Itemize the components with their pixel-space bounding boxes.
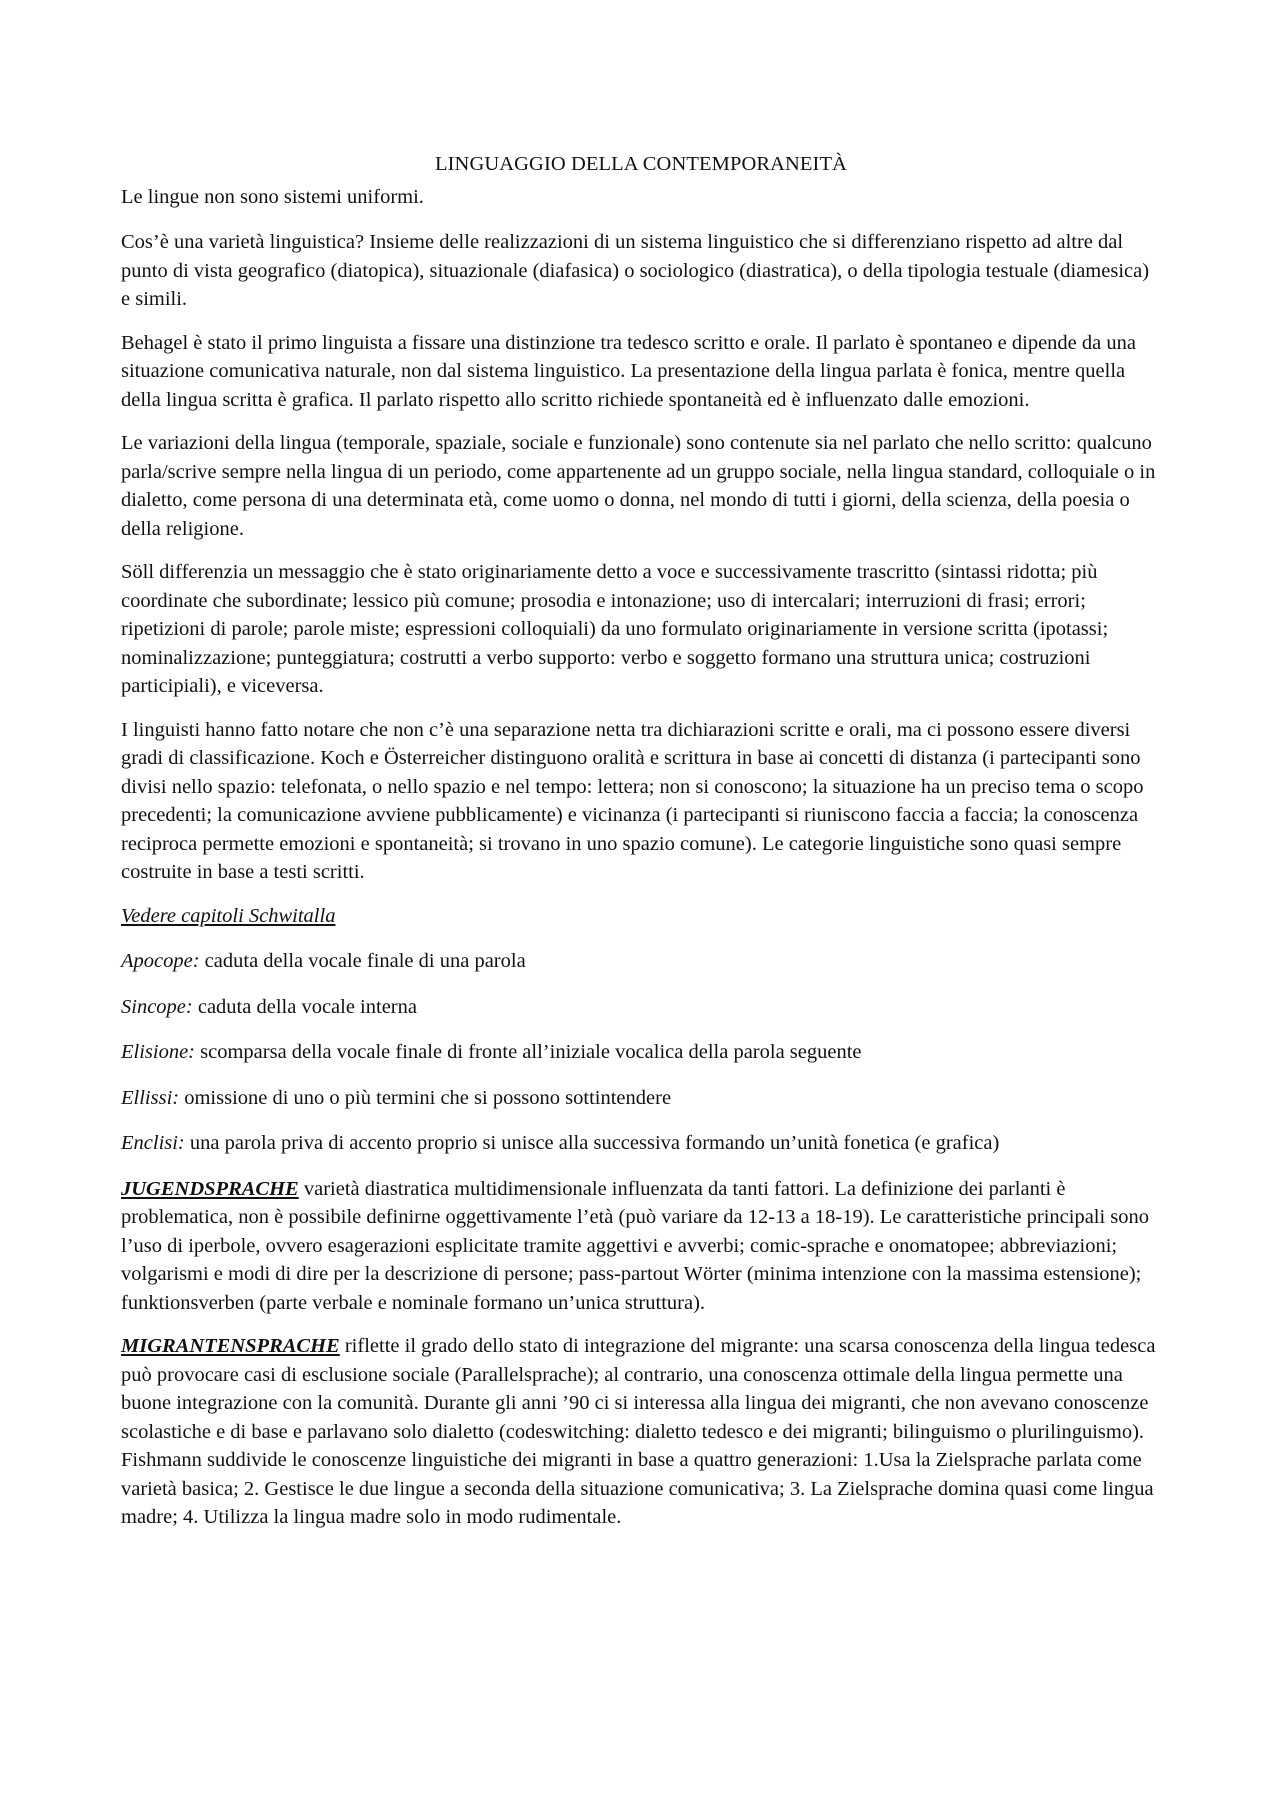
definition-text: caduta della vocale finale di una parola bbox=[199, 950, 526, 972]
reference-line bbox=[121, 902, 1161, 931]
definition-term: Apocope: bbox=[121, 950, 200, 972]
section-text: varietà diastratica multidimensionale influenzata da tanti fattori. La definizione dei parlanti è problematica, non è possibile definirne oggettivamente l’età (può variare da 12-13 a 18-19). Le caratteristiche principali sono l’uso di iperbole, ovvero esagerazioni esplicitate tramite aggettivi e avverbi; comic-sprache e onomatopee; abbreviazioni; volgarismi e modi di dire per la descrizione di persone; pass-partout Wörter (minima intenzione con la massima estensione); funktionsverben (parte verbale e nominale formano un’unica struttura). bbox=[121, 1177, 1150, 1314]
definition-term: Sincope: bbox=[121, 995, 193, 1018]
definition-sincope bbox=[121, 993, 1161, 1022]
definition-term: Elisione: bbox=[121, 1041, 196, 1063]
definition-ellissi bbox=[121, 1084, 1161, 1113]
definition-apocope bbox=[121, 947, 1161, 976]
definition-enclisi bbox=[121, 1129, 1161, 1158]
definition-text: scomparsa della vocale finale di fronte all’iniziale vocalica della parola seguente bbox=[195, 1041, 862, 1063]
definition-text: omissione di uno o più termini che si possono sottintendere bbox=[179, 1086, 672, 1109]
paragraph-koch: I linguisti hanno fatto notare che non c’è una separazione netta tra dichiarazioni scritte e orali, ma ci possono essere diversi gradi di classificazione. Koch e Österreicher distinguono oralità e scrittura in base ai concetti di distanza (i partecipanti sono divisi nello spazio: telefonata, o nello spazio e nel tempo: lettera; non si conoscono; la situazione ha un preciso tema o scopo precedenti; la comunicazione avviene pubblicamente) e vicinanza (i partecipanti si riuniscono faccia a faccia; la conoscenza reciproca permette emozioni e spontaneità; si trovano in uno spazio comune). Le categorie linguistiche sono quasi sempre costruite in base a testi scritti. bbox=[121, 718, 1144, 883]
paragraph-soll: Söll differenzia un messaggio che è stato originariamente detto a voce e successivamente trascritto (sintassi ridotta; più coordinate che subordinate; lessico più comune; prosodia e intonazione; uso di intercalari; interruzioni di frasi; errori; ripetizioni di parole; parole miste; espressioni colloquiali) da uno formulato originariamente in versione scritta (ipotassi; nominalizzazione; punteggiatura; costrutti a verbo supporto: verbo e soggetto formano una struttura unica; costruzioni participiali), e viceversa. bbox=[121, 561, 1109, 697]
paragraph-intro: Le lingue non sono sistemi uniformi. bbox=[121, 185, 424, 208]
document-title: LINGUAGGIO DELLA CONTEMPORANEITÀ bbox=[434, 153, 848, 175]
section-migrantensprache bbox=[121, 1332, 1161, 1532]
section-jugendsprache bbox=[121, 1175, 1161, 1318]
paragraph-varieta: Cos’è una varietà linguistica? Insieme delle realizzazioni di un sistema linguistico che si differenziano rispetto ad altre dal punto di vista geografico (diatopica), situazionale (diafasica) o sociologico (diastratica), o della tipologia testuale (diamesica) e simili. bbox=[121, 231, 1150, 310]
definition-text: una parola priva di accento proprio si unisce alla successiva formando un’unità fonetica (e grafica) bbox=[184, 1132, 1000, 1154]
paragraph-behagel: Behagel è stato il primo linguista a fissare una distinzione tra tedesco scritto e orale. Il parlato è spontaneo e dipende da una situazione comunicativa naturale, non dal sistema linguistico. La presentazione della lingua parlata è fonica, mentre quella della lingua scritta è grafica. Il parlato rispetto allo scritto richiede spontaneità ed è influenzato dalle emozioni. bbox=[121, 331, 1136, 411]
section-text: riflette il grado dello stato di integrazione del migrante: una scarsa conoscenza della lingua tedesca può provocare casi di esclusione sociale (Parallelsprache); al contrario, una conoscenza ottimale della lingua permette una buone integrazione con la comunità. Durante gli anni ’90 ci si interessa alla lingua dei migranti, che non avevano conoscenze scolastiche e di base e parlavano solo dialetto (codeswitching: dialetto tedesco e dei migranti; bilinguismo o plurilinguismo). Fishmann suddivide le conoscenze linguistiche dei migranti in base a quattro generazioni: 1.Usa la Zielsprache parlata come varietà basica; 2. Gestisce le due lingue a seconda della situazione comunicativa; 3. La Zielsprache domina quasi come lingua madre; 4. Utilizza la lingua madre solo in modo rudimentale. bbox=[121, 1335, 1156, 1528]
definition-elisione bbox=[121, 1038, 1161, 1067]
definition-text: caduta della vocale interna bbox=[192, 995, 417, 1018]
paragraph-variazioni: Le variazioni della lingua (temporale, spaziale, sociale e funzionale) sono contenute sia nel parlato che nello scritto: qualcuno parla/scrive sempre nella lingua di un periodo, come appartenente ad un gruppo sociale, nella lingua standard, colloquiale o in dialetto, come persona di una determinata età, come uomo o donna, nel mondo di tutti i giorni, della scienza, della poesia o della religione. bbox=[121, 432, 1156, 540]
section-label-migrantensprache: MIGRANTENSPRACHE bbox=[121, 1335, 340, 1357]
definition-term: Enclisi: bbox=[121, 1132, 185, 1154]
definition-term: Ellissi: bbox=[121, 1086, 180, 1109]
section-label-jugendsprache: JUGENDSPRACHE bbox=[121, 1177, 299, 1200]
reference-schwitalla: Vedere capitoli Schwitalla bbox=[121, 904, 336, 927]
document-page bbox=[121, 150, 1161, 1547]
